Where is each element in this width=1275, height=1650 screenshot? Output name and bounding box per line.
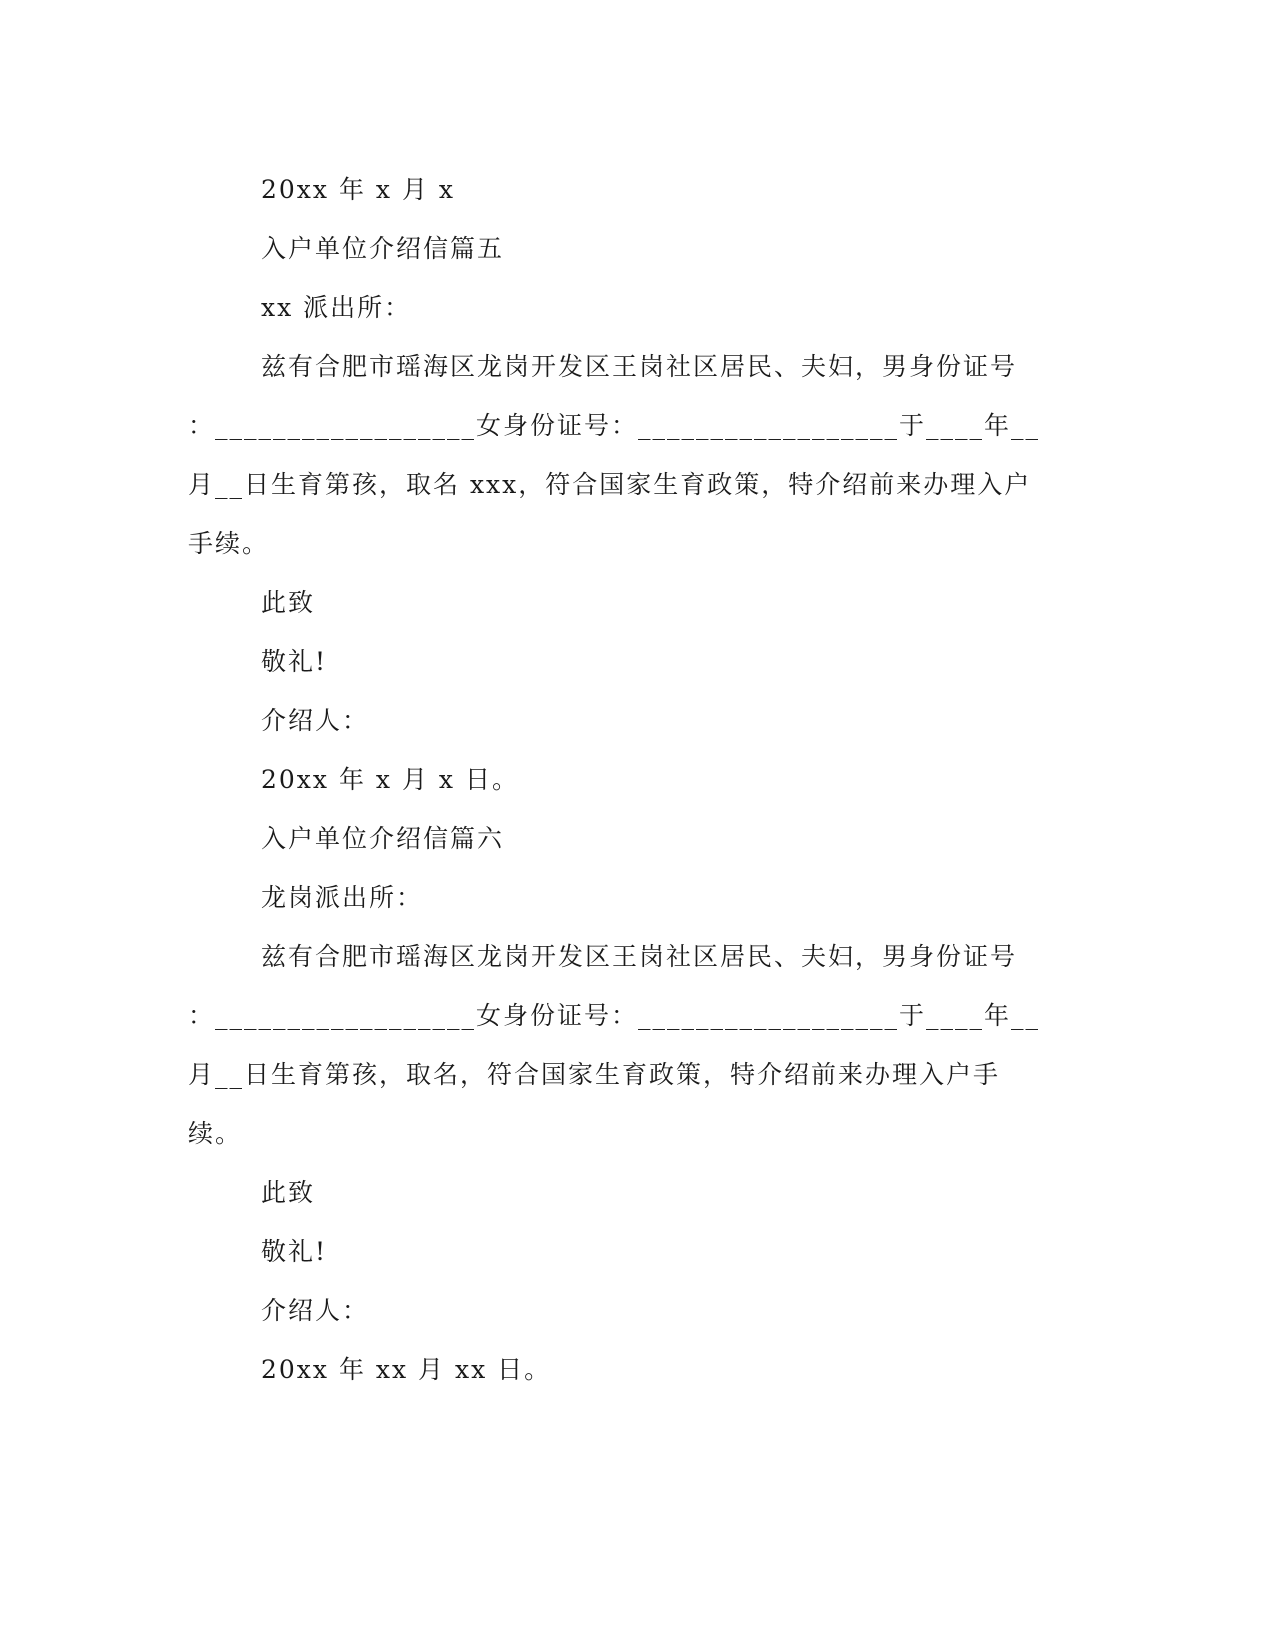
section-heading: 入户单位介绍信篇六 xyxy=(261,824,505,853)
body-text-line: 兹有合肥市瑶海区龙岗开发区王岗社区居民、夫妇，男身份证号 xyxy=(261,352,1018,381)
signature-label: 介绍人： xyxy=(261,706,370,735)
body-text-line: 续。 xyxy=(188,1119,243,1148)
date-line: 20xx 年 x 月 x xyxy=(261,175,455,204)
body-text-line: 月__日生育第孩，取名 xxx，符合国家生育政策，特介绍前来办理入户 xyxy=(188,470,1032,499)
body-text-line: 兹有合肥市瑶海区龙岗开发区王岗社区居民、夫妇，男身份证号 xyxy=(261,942,1018,971)
section-heading: 入户单位介绍信篇五 xyxy=(261,234,505,263)
salutation: xx 派出所： xyxy=(261,293,412,322)
closing: 此致 xyxy=(261,588,316,617)
salutation: 龙岗派出所： xyxy=(261,883,424,912)
body-text-line: 月__日生育第孩，取名，符合国家生育政策，特介绍前来办理入户手 xyxy=(188,1060,1001,1089)
document-body xyxy=(188,160,1088,1399)
closing: 此致 xyxy=(261,1178,316,1207)
body-text-line: 手续。 xyxy=(188,529,270,558)
closing: 敬礼! xyxy=(261,1237,328,1266)
body-text-line: ：__________________女身份证号：__________________于____年__ xyxy=(188,1001,1041,1030)
closing: 敬礼! xyxy=(261,647,328,676)
date-line: 20xx 年 x 月 x 日。 xyxy=(261,765,519,794)
body-text-line: ：__________________女身份证号：__________________于____年__ xyxy=(188,411,1041,440)
date-line: 20xx 年 xx 月 xx 日。 xyxy=(261,1355,552,1384)
signature-label: 介绍人： xyxy=(261,1296,370,1325)
